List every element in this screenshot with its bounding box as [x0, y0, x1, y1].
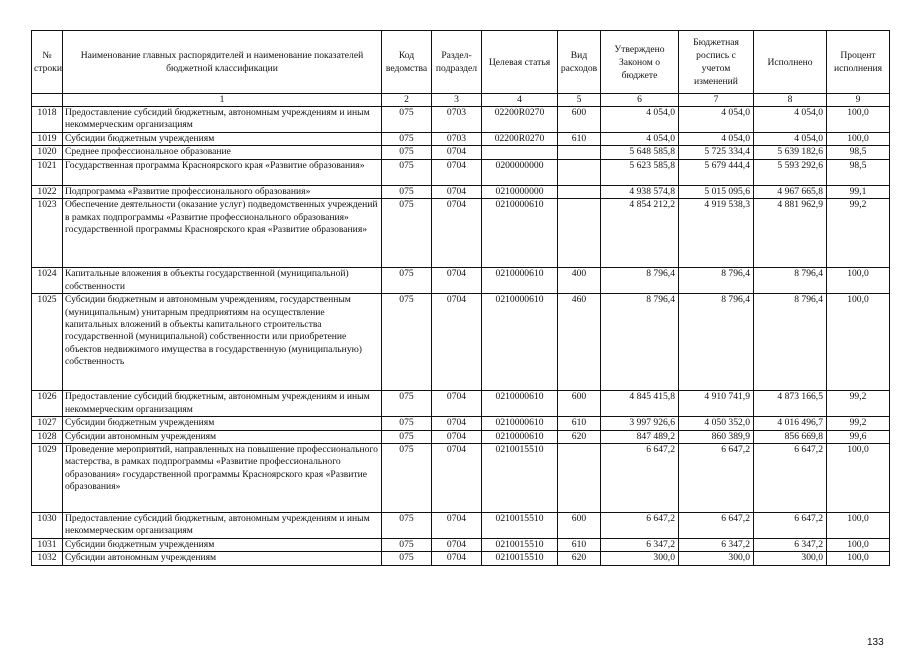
table-row: [32, 417, 890, 430]
row-target-cell: 0210000610: [482, 417, 558, 430]
row-dept-cell: 075: [382, 107, 432, 133]
row-approved-cell: 8 796,4: [601, 268, 679, 294]
row-target-cell: 0210000000: [482, 185, 558, 198]
row-executed-cell: 6 647,2: [754, 444, 827, 513]
row-executed-cell: 6 647,2: [754, 513, 827, 539]
table-row: [32, 391, 890, 417]
row-executed-cell: 300,0: [754, 552, 827, 565]
row-executed-cell: 4 873 166,5: [754, 391, 827, 417]
row-section-cell: 0704: [432, 391, 482, 417]
row-dept-cell: 075: [382, 391, 432, 417]
row-percent-cell: 100,0: [827, 539, 890, 552]
row-section-cell: 0704: [432, 539, 482, 552]
row-alloc-cell: 4 919 538,3: [679, 199, 754, 268]
row-section-cell: 0704: [432, 199, 482, 268]
row-number-cell: 1019: [32, 133, 63, 146]
row-section-cell: 0704: [432, 444, 482, 513]
row-alloc-cell: 8 796,4: [679, 294, 754, 391]
row-approved-cell: 8 796,4: [601, 294, 679, 391]
row-alloc-cell: 4 050 352,0: [679, 417, 754, 430]
row-section-cell: 0704: [432, 185, 482, 198]
header-name: Наименование главных распорядителей и наименование показателей бюджетной классификации: [63, 31, 382, 94]
row-type-cell: [558, 444, 601, 513]
row-type-cell: [558, 185, 601, 198]
row-type-cell: 620: [558, 552, 601, 565]
row-executed-cell: 6 347,2: [754, 539, 827, 552]
column-number: 7: [679, 94, 754, 107]
row-alloc-cell: 300,0: [679, 552, 754, 565]
header-exp-type: Вид расходов: [558, 31, 601, 94]
row-alloc-cell: 5 725 334,4: [679, 146, 754, 159]
column-number: 6: [601, 94, 679, 107]
row-target-cell: 0210000610: [482, 199, 558, 268]
row-alloc-cell: 6 347,2: [679, 539, 754, 552]
row-percent-cell: 99,1: [827, 185, 890, 198]
column-number-row: [32, 94, 890, 107]
row-number-cell: 1020: [32, 146, 63, 159]
row-approved-cell: 300,0: [601, 552, 679, 565]
row-approved-cell: 6 647,2: [601, 444, 679, 513]
header-dept-code: Код ведомства: [382, 31, 432, 94]
row-target-cell: 0210000610: [482, 294, 558, 391]
column-number: [32, 94, 63, 107]
row-approved-cell: 6 347,2: [601, 539, 679, 552]
row-dept-cell: 075: [382, 552, 432, 565]
row-approved-cell: 847 489,2: [601, 430, 679, 443]
header-budget-alloc: Бюджетная роспись с учетом изменений: [679, 31, 754, 94]
row-name-cell: Субсидии бюджетным учреждениям: [63, 133, 382, 146]
page-number: 133: [867, 637, 884, 648]
row-section-cell: 0704: [432, 513, 482, 539]
row-name-cell: Среднее профессиональное образование: [63, 146, 382, 159]
row-type-cell: 600: [558, 391, 601, 417]
row-target-cell: 0210000610: [482, 430, 558, 443]
row-number-cell: 1021: [32, 159, 63, 185]
table-row: [32, 552, 890, 565]
row-name-cell: Предоставление субсидий бюджетным, автономным учреждениям и иным некоммерческим организациям: [63, 107, 382, 133]
row-percent-cell: 100,0: [827, 513, 890, 539]
row-name-cell: Субсидии бюджетным и автономным учреждениям, государственным (муниципальным) унитарным предприятиям на осуществление капитальных вложений в объекты капитального строительства государственной (муниципальной) собственности или приобретение объектов недвижимого имущества в государственную (муниципальную) собственность: [63, 294, 382, 391]
table-row: [32, 294, 890, 391]
row-number-cell: 1032: [32, 552, 63, 565]
column-number: 1: [63, 94, 382, 107]
row-percent-cell: 99,2: [827, 417, 890, 430]
row-name-cell: Субсидии бюджетным учреждениям: [63, 417, 382, 430]
row-alloc-cell: 5 015 095,6: [679, 185, 754, 198]
row-section-cell: 0704: [432, 552, 482, 565]
table-row: [32, 107, 890, 133]
row-executed-cell: 4 881 962,9: [754, 199, 827, 268]
row-target-cell: [482, 146, 558, 159]
row-name-cell: Проведение мероприятий, направленных на повышение профессионального мастерства, в рамках подпрограммы «Развитие профессионального образования» государственной программы Красноярского края «Развитие образования»: [63, 444, 382, 513]
row-dept-cell: 075: [382, 513, 432, 539]
row-approved-cell: 5 648 585,8: [601, 146, 679, 159]
row-name-cell: Предоставление субсидий бюджетным, автономным учреждениям и иным некоммерческим организациям: [63, 391, 382, 417]
row-name-cell: Субсидии бюджетным учреждениям: [63, 539, 382, 552]
row-dept-cell: 075: [382, 294, 432, 391]
row-approved-cell: 4 938 574,8: [601, 185, 679, 198]
row-name-cell: Субсидии автономным учреждениям: [63, 552, 382, 565]
row-type-cell: 610: [558, 539, 601, 552]
header-row-no: № строки: [32, 31, 63, 94]
row-alloc-cell: 5 679 444,4: [679, 159, 754, 185]
row-alloc-cell: 4 910 741,9: [679, 391, 754, 417]
row-target-cell: 02200R0270: [482, 107, 558, 133]
row-target-cell: 0210000610: [482, 268, 558, 294]
row-number-cell: 1027: [32, 417, 63, 430]
row-percent-cell: 99,2: [827, 199, 890, 268]
row-type-cell: 460: [558, 294, 601, 391]
row-number-cell: 1029: [32, 444, 63, 513]
row-name-cell: Капитальные вложения в объекты государственной (муниципальной) собственности: [63, 268, 382, 294]
row-type-cell: 620: [558, 430, 601, 443]
row-dept-cell: 075: [382, 133, 432, 146]
row-approved-cell: 4 854 212,2: [601, 199, 679, 268]
table-row: [32, 444, 890, 513]
table-row: [32, 430, 890, 443]
budget-table: [31, 30, 890, 566]
table-row: [32, 539, 890, 552]
row-approved-cell: 5 623 585,8: [601, 159, 679, 185]
column-number: 3: [432, 94, 482, 107]
row-executed-cell: 4 016 496,7: [754, 417, 827, 430]
row-type-cell: [558, 146, 601, 159]
row-section-cell: 0704: [432, 159, 482, 185]
row-number-cell: 1031: [32, 539, 63, 552]
row-number-cell: 1026: [32, 391, 63, 417]
table-row: [32, 268, 890, 294]
row-percent-cell: 100,0: [827, 107, 890, 133]
row-section-cell: 0704: [432, 146, 482, 159]
row-executed-cell: 856 669,8: [754, 430, 827, 443]
header-executed: Исполнено: [754, 31, 827, 94]
row-section-cell: 0704: [432, 430, 482, 443]
table-header: [32, 31, 890, 107]
header-target: Целевая статья: [482, 31, 558, 94]
row-section-cell: 0704: [432, 294, 482, 391]
row-number-cell: 1024: [32, 268, 63, 294]
row-target-cell: 0210015510: [482, 539, 558, 552]
row-section-cell: 0703: [432, 107, 482, 133]
row-approved-cell: 4 054,0: [601, 133, 679, 146]
row-dept-cell: 075: [382, 159, 432, 185]
row-target-cell: 0210015510: [482, 552, 558, 565]
row-approved-cell: 4 054,0: [601, 107, 679, 133]
row-type-cell: [558, 159, 601, 185]
row-executed-cell: 5 639 182,6: [754, 146, 827, 159]
table-row: [32, 133, 890, 146]
column-number: 9: [827, 94, 890, 107]
row-executed-cell: 4 967 665,8: [754, 185, 827, 198]
row-dept-cell: 075: [382, 199, 432, 268]
row-type-cell: [558, 199, 601, 268]
row-name-cell: Государственная программа Красноярского края «Развитие образования»: [63, 159, 382, 185]
header-percent: Процент исполнения: [827, 31, 890, 94]
row-percent-cell: 100,0: [827, 444, 890, 513]
row-dept-cell: 075: [382, 185, 432, 198]
row-percent-cell: 98,5: [827, 146, 890, 159]
table-body: [32, 107, 890, 566]
row-section-cell: 0703: [432, 133, 482, 146]
table-row: [32, 159, 890, 185]
row-percent-cell: 100,0: [827, 294, 890, 391]
row-dept-cell: 075: [382, 444, 432, 513]
row-target-cell: 0210000610: [482, 391, 558, 417]
row-alloc-cell: 6 647,2: [679, 444, 754, 513]
header-approved: Утверждено Законом о бюджете: [601, 31, 679, 94]
row-alloc-cell: 8 796,4: [679, 268, 754, 294]
row-approved-cell: 3 997 926,6: [601, 417, 679, 430]
column-number: 2: [382, 94, 432, 107]
row-approved-cell: 6 647,2: [601, 513, 679, 539]
budget-execution-page: [31, 30, 889, 648]
row-dept-cell: 075: [382, 417, 432, 430]
row-alloc-cell: 6 647,2: [679, 513, 754, 539]
header-section: Раздел-подраздел: [432, 31, 482, 94]
row-percent-cell: 100,0: [827, 552, 890, 565]
row-alloc-cell: 860 389,9: [679, 430, 754, 443]
row-number-cell: 1023: [32, 199, 63, 268]
table-row: [32, 146, 890, 159]
row-name-cell: Подпрограмма «Развитие профессионального образования»: [63, 185, 382, 198]
table-row: [32, 185, 890, 198]
row-executed-cell: 5 593 292,6: [754, 159, 827, 185]
row-alloc-cell: 4 054,0: [679, 133, 754, 146]
row-number-cell: 1030: [32, 513, 63, 539]
column-number: 4: [482, 94, 558, 107]
row-percent-cell: 99,6: [827, 430, 890, 443]
row-name-cell: Субсидии автономным учреждениям: [63, 430, 382, 443]
row-target-cell: 02200R0270: [482, 133, 558, 146]
row-dept-cell: 075: [382, 539, 432, 552]
column-number: 5: [558, 94, 601, 107]
row-number-cell: 1025: [32, 294, 63, 391]
row-number-cell: 1028: [32, 430, 63, 443]
column-number: 8: [754, 94, 827, 107]
row-type-cell: 600: [558, 107, 601, 133]
row-number-cell: 1022: [32, 185, 63, 198]
row-target-cell: 0200000000: [482, 159, 558, 185]
row-executed-cell: 4 054,0: [754, 107, 827, 133]
row-approved-cell: 4 845 415,8: [601, 391, 679, 417]
row-percent-cell: 100,0: [827, 133, 890, 146]
row-percent-cell: 100,0: [827, 268, 890, 294]
row-executed-cell: 8 796,4: [754, 294, 827, 391]
row-type-cell: 610: [558, 133, 601, 146]
row-type-cell: 610: [558, 417, 601, 430]
table-row: [32, 513, 890, 539]
row-type-cell: 600: [558, 513, 601, 539]
row-target-cell: 0210015510: [482, 513, 558, 539]
row-section-cell: 0704: [432, 417, 482, 430]
row-executed-cell: 4 054,0: [754, 133, 827, 146]
row-section-cell: 0704: [432, 268, 482, 294]
row-percent-cell: 98,5: [827, 159, 890, 185]
row-type-cell: 400: [558, 268, 601, 294]
row-percent-cell: 99,2: [827, 391, 890, 417]
row-dept-cell: 075: [382, 268, 432, 294]
row-executed-cell: 8 796,4: [754, 268, 827, 294]
row-dept-cell: 075: [382, 146, 432, 159]
table-row: [32, 199, 890, 268]
row-number-cell: 1018: [32, 107, 63, 133]
row-alloc-cell: 4 054,0: [679, 107, 754, 133]
row-dept-cell: 075: [382, 430, 432, 443]
row-name-cell: Предоставление субсидий бюджетным, автономным учреждениям и иным некоммерческим организациям: [63, 513, 382, 539]
row-target-cell: 0210015510: [482, 444, 558, 513]
row-name-cell: Обеспечение деятельности (оказание услуг) подведомственных учреждений в рамках подпрограммы «Развитие профессионального образования» государственной программы Красноярского края «Развитие образования»: [63, 199, 382, 268]
